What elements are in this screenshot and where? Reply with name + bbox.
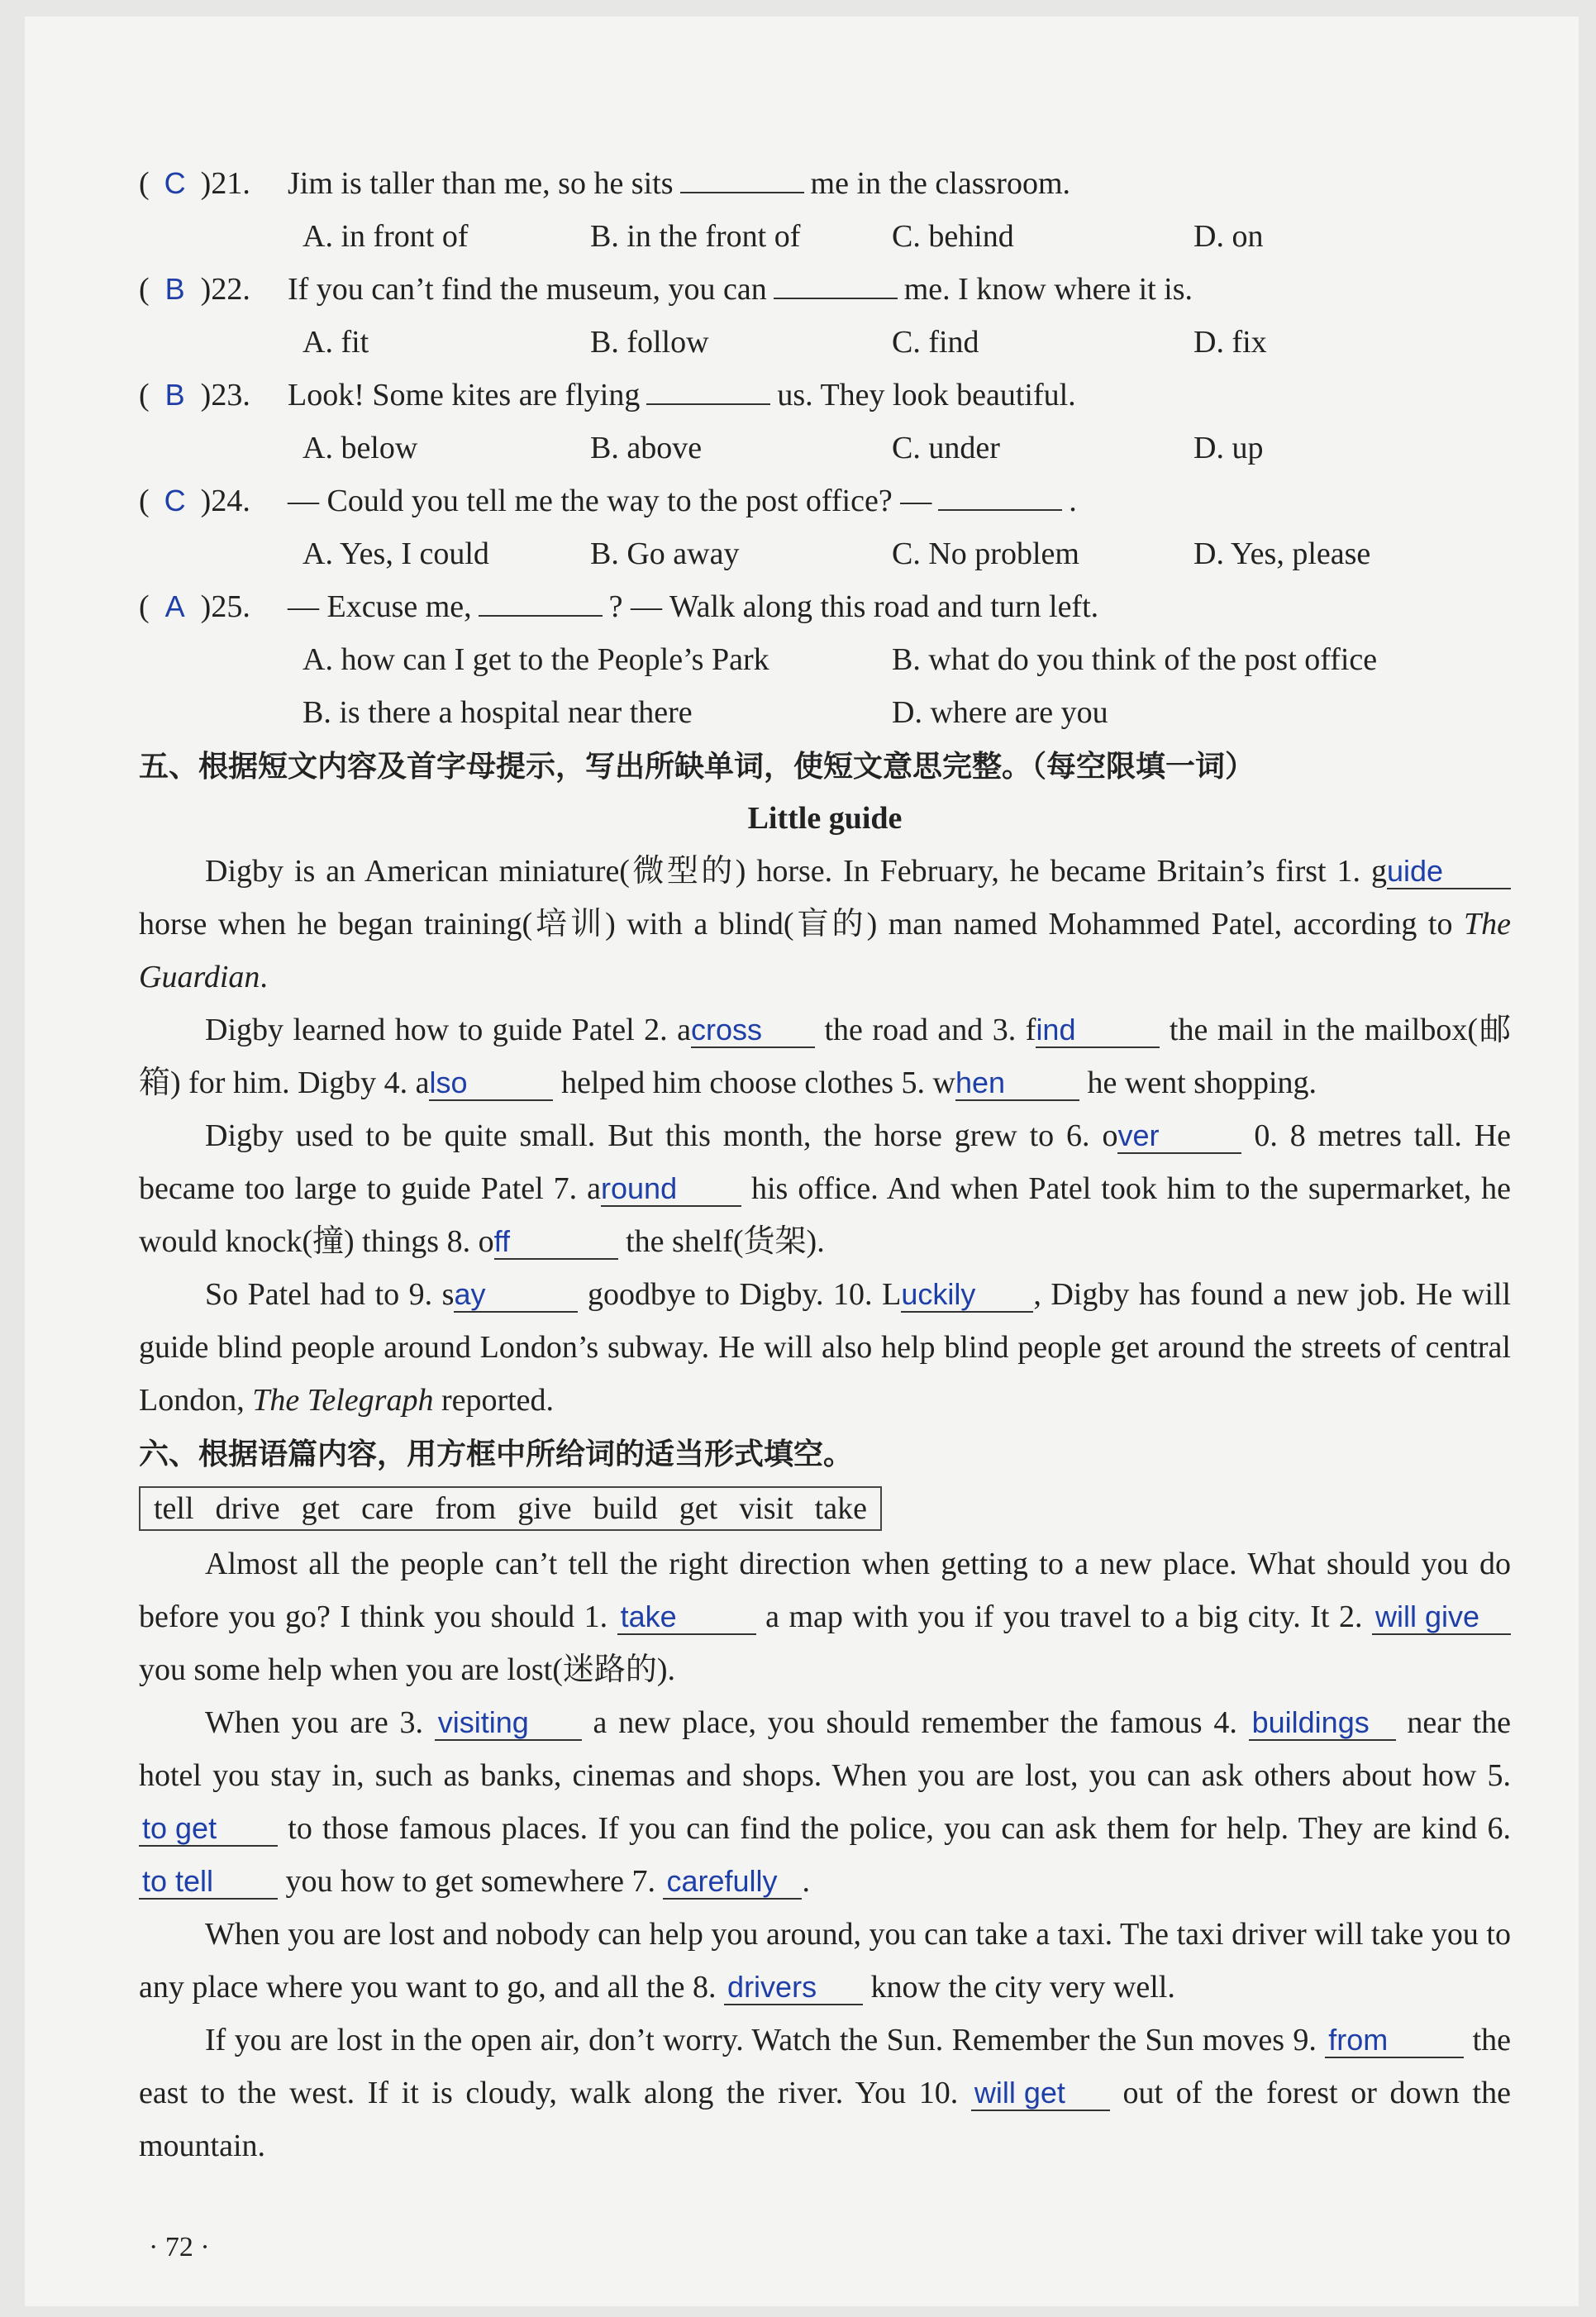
section-6-paragraph-3: When you are lost and nobody can help you around, you can take a taxi. The taxi driver will take you to any place where you want to go, and all the 8. drivers know the city very well.	[139, 1917, 1511, 2005]
answer-blank-4: buildings	[1249, 1706, 1396, 1741]
options-25-line2: B. is there a hospital near there D. where are you	[303, 695, 1108, 730]
answer-22: B	[164, 272, 185, 306]
question-24: ( C )24. — Could you tell me the way to the post office? — .	[139, 474, 1511, 527]
section-6-title: 六、根据语篇内容，用方框中所给词的适当形式填空。	[139, 1437, 854, 1471]
options-21: A. in front of B. in the front of C. behind D. on	[303, 219, 1264, 254]
question-25: ( A )25. — Excuse me, ? — Walk along this road and turn left.	[139, 580, 1511, 633]
section-6-paragraph-4: If you are lost in the open air, don’t worry. Watch the Sun. Remember the Sun moves 9. from the east to the west. If it is cloudy, walk along the river. You 10. will get out of the forest or down the mountain.	[139, 2023, 1511, 2163]
section-6-paragraph-1: Almost all the people can’t tell the right direction when getting to a new place. What should you do before you go? I think you should 1. take a map with you if you travel to a big city. It 2. will give you some help when you are lost(迷路的).	[139, 1547, 1511, 1687]
answer-blank-2: cross	[691, 1013, 815, 1048]
section-5-title: 五、根据短文内容及首字母提示，写出所缺单词，使短文意思完整。（每空限填一词）	[139, 750, 1255, 784]
answer-blank-4: lso	[429, 1066, 553, 1101]
blank	[680, 164, 804, 193]
word-box: tell drive get care from give build get visit take	[139, 1486, 882, 1531]
answer-blank-5: to get	[139, 1812, 278, 1847]
blank	[479, 587, 603, 617]
page-number: · 72 ·	[149, 2232, 210, 2262]
question-22: ( B )22. If you can’t find the museum, you can me. I know where it is.	[139, 263, 1511, 316]
answer-blank-7: round	[601, 1172, 741, 1207]
answer-blank-1: take	[617, 1600, 756, 1635]
answer-blank-7: carefully	[663, 1865, 802, 1900]
question-23: ( B )23. Look! Some kites are flying us. They look beautiful.	[139, 369, 1511, 422]
answer-blank-1: uide	[1387, 855, 1511, 889]
answer-blank-6: to tell	[139, 1865, 278, 1900]
options-23: A. below B. above C. under D. up	[303, 431, 1264, 465]
options-22: A. fit B. follow C. find D. fix	[303, 325, 1267, 360]
answer-25: A	[164, 589, 185, 623]
answer-blank-8: ff	[494, 1225, 618, 1260]
answer-blank-3: ind	[1036, 1013, 1160, 1048]
question-21: ( C )21. Jim is taller than me, so he sits me in the classroom.	[139, 157, 1511, 210]
passage-title: Little guide	[747, 801, 903, 836]
section-6-paragraph-2: When you are 3. visiting a new place, you should remember the famous 4. buildings near the hotel you stay in, such as banks, cinemas and shops. When you are lost, you can ask others about how 5. to get to those famous places. If you can find the police, you can ask them for help. They are kind 6. to tell you how to get somewhere 7. carefully .	[139, 1705, 1511, 1899]
blank	[774, 269, 898, 299]
blank	[938, 481, 1062, 511]
worksheet-content	[139, 157, 1511, 2172]
blank	[646, 375, 770, 405]
answer-blank-8: drivers	[724, 1971, 863, 2005]
section-5-paragraph-1: Digby is an American miniature(微型的) horse. In February, he became Britain’s first 1. guide horse when he began training(培训) with a blind(盲的) man named Mohammed Patel, according to The Guardian.	[139, 854, 1511, 994]
options-24: A. Yes, I could B. Go away C. No problem D. Yes, please	[303, 536, 1371, 571]
answer-blank-10: uckily	[901, 1278, 1033, 1313]
worksheet-page	[25, 17, 1579, 2306]
options-25-line1: A. how can I get to the People’s Park B. what do you think of the post office	[303, 642, 1378, 677]
answer-blank-5: hen	[955, 1066, 1079, 1101]
answer-23: B	[164, 378, 185, 412]
answer-blank-3: visiting	[435, 1706, 582, 1741]
answer-21: C	[164, 166, 186, 200]
answer-blank-6: ver	[1117, 1119, 1241, 1154]
section-5-paragraph-4: So Patel had to 9. say goodbye to Digby. 10. Luckily , Digby has found a new job. He will guide blind people around London’s subway. He will also help blind people get around the streets of central London, The Telegraph reported.	[139, 1277, 1512, 1418]
section-5-paragraph-2: Digby learned how to guide Patel 2. across the road and 3. find the mail in the mailbox(邮箱) for him. Digby 4. also helped him choose clothes 5. when he went shopping.	[139, 1013, 1512, 1100]
section-5-paragraph-3: Digby used to be quite small. But this month, the horse grew to 6. over 0. 8 metres tall. He became too large to guide Patel 7. around his office. And when Patel took him to the supermarket, he would knock(撞) things 8. off the shelf(货架).	[139, 1118, 1512, 1259]
answer-blank-10: will get	[971, 2076, 1110, 2111]
answer-24: C	[164, 484, 186, 517]
answer-blank-9: from	[1325, 2024, 1464, 2058]
answer-blank-2: will give	[1372, 1600, 1511, 1635]
answer-blank-9: ay	[454, 1278, 578, 1313]
